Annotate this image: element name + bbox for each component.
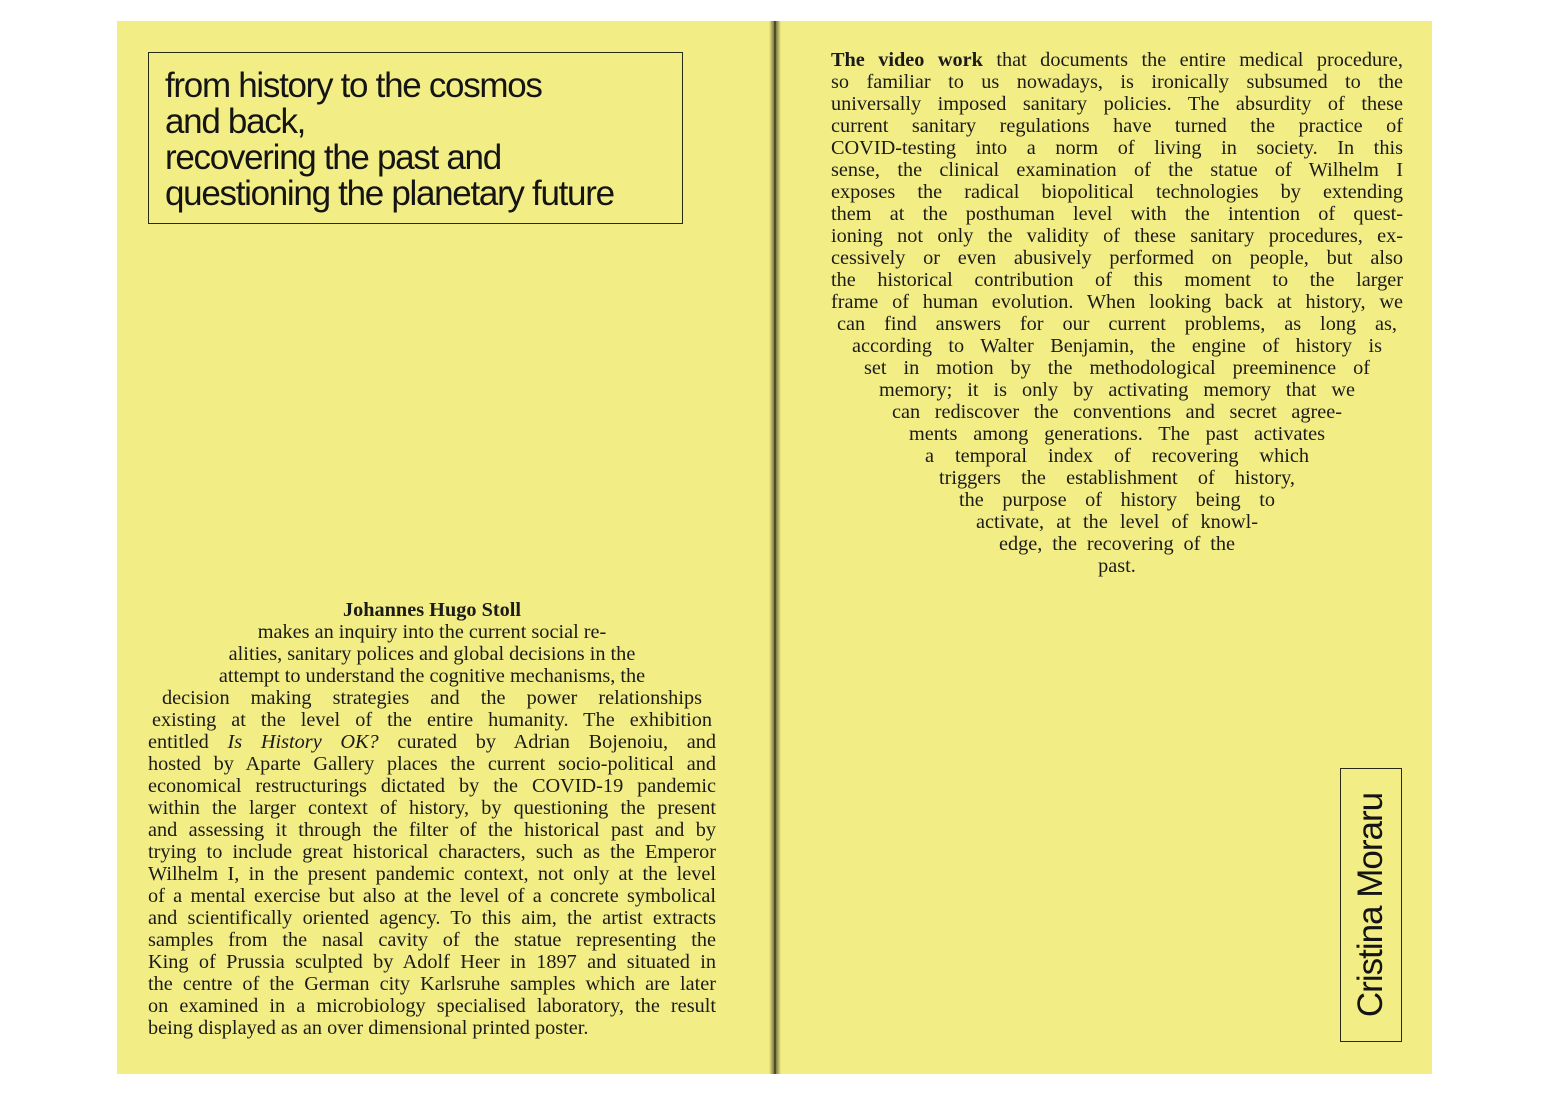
text-line: triggers the establishment of history,: [939, 467, 1295, 489]
text-line: on examined in a microbiology specialised laboratory, the result: [148, 995, 716, 1017]
text-line: can find answers for our current problems, as long as,: [837, 313, 1397, 335]
text-line: them at the posthuman level with the intention of quest-: [831, 203, 1403, 225]
left-page: [117, 21, 772, 1074]
text-line: alities, sanitary polices and global decisions in the: [228, 643, 636, 665]
text-line: of a mental exercise but also at the level of a concrete symbolical: [148, 885, 716, 907]
title-line: questioning the planetary future: [165, 174, 614, 213]
text-line: the historical contribution of this moment to the larger: [831, 269, 1403, 291]
text-line: frame of human evolution. When looking back at history, we: [831, 291, 1403, 313]
text-line: the purpose of history being to: [959, 489, 1275, 511]
text-line: can rediscover the conventions and secret agree-: [892, 401, 1342, 423]
text-line: universally imposed sanitary policies. The absurdity of these: [831, 93, 1403, 115]
text-line: memory; it is only by activating memory that we: [879, 379, 1355, 401]
author-box: [1340, 768, 1402, 1042]
text-line: set in motion by the methodological preeminence of: [864, 357, 1370, 379]
text-line: current sanitary regulations have turned the practice of: [831, 115, 1403, 137]
text-line: makes an inquiry into the current social re-: [257, 621, 607, 643]
text-line: being displayed as an over dimensional printed poster.: [148, 1017, 589, 1039]
text-line: hosted by Aparte Gallery places the current socio-political and: [148, 753, 716, 775]
title-box: [148, 52, 683, 224]
text-line: [148, 731, 716, 753]
text-fragment: that documents the entire medical procedure,: [996, 49, 1403, 71]
text-line: attempt to understand the cognitive mechanisms, the: [218, 665, 646, 687]
text-line: decision making strategies and the power relationships: [162, 687, 702, 709]
text-line: ments among generations. The past activates: [909, 423, 1325, 445]
text-fragment: curated by Adrian Bojenoiu, and: [397, 731, 716, 753]
text-line: activate, at the level of knowl-: [976, 511, 1258, 533]
lead-bold: The video work: [831, 49, 983, 71]
text-line: edge, the recovering of the: [999, 533, 1235, 555]
text-line: sense, the clinical examination of the statue of Wilhelm I: [831, 159, 1403, 181]
text-line: economical restructurings dictated by the COVID-19 pandemic: [148, 775, 716, 797]
text-line: according to Walter Benjamin, the engine of history is: [852, 335, 1382, 357]
text-line: the centre of the German city Karlsruhe samples which are later: [148, 973, 716, 995]
text-line: and assessing it through the filter of the historical past and by: [148, 819, 716, 841]
text-line: so familiar to us nowadays, is ironically subsumed to the: [831, 71, 1403, 93]
author-name: Cristina Moraru: [1351, 792, 1390, 1018]
text-line: a temporal index of recovering which: [925, 445, 1309, 467]
text-line: COVID-testing into a norm of living in society. In this: [831, 137, 1403, 159]
title-line: recovering the past and: [165, 138, 501, 177]
right-page: [777, 21, 1432, 1074]
left-body-text: [147, 599, 717, 1039]
text-line: samples from the nasal cavity of the statue representing the: [148, 929, 716, 951]
text-line: past.: [1098, 555, 1136, 577]
book-spread: [117, 21, 1432, 1074]
text-line: within the larger context of history, by questioning the present: [148, 797, 716, 819]
text-line: Wilhelm I, in the present pandemic context, not only at the level: [148, 863, 716, 885]
exhibition-title: Is History OK?: [227, 731, 379, 753]
artist-name: Johannes Hugo Stoll: [342, 599, 522, 621]
text-line: trying to include great historical characters, such as the Emperor: [148, 841, 716, 863]
page-title: [165, 68, 614, 212]
right-body-text: [831, 49, 1403, 577]
text-line: cessively or even abusively performed on people, but also: [831, 247, 1403, 269]
text-line: existing at the level of the entire humanity. The exhibition: [152, 709, 712, 731]
text-fragment: entitled: [148, 731, 209, 753]
text-line: and scientifically oriented agency. To this aim, the artist extracts: [148, 907, 716, 929]
text-line: King of Prussia sculpted by Adolf Heer in 1897 and situated in: [148, 951, 716, 973]
text-line: exposes the radical biopolitical technologies by extending: [831, 181, 1403, 203]
title-line: and back,: [165, 102, 306, 141]
text-line: ioning not only the validity of these sanitary procedures, ex-: [831, 225, 1403, 247]
title-line: from history to the cosmos: [165, 66, 542, 105]
text-line: [831, 49, 1403, 71]
